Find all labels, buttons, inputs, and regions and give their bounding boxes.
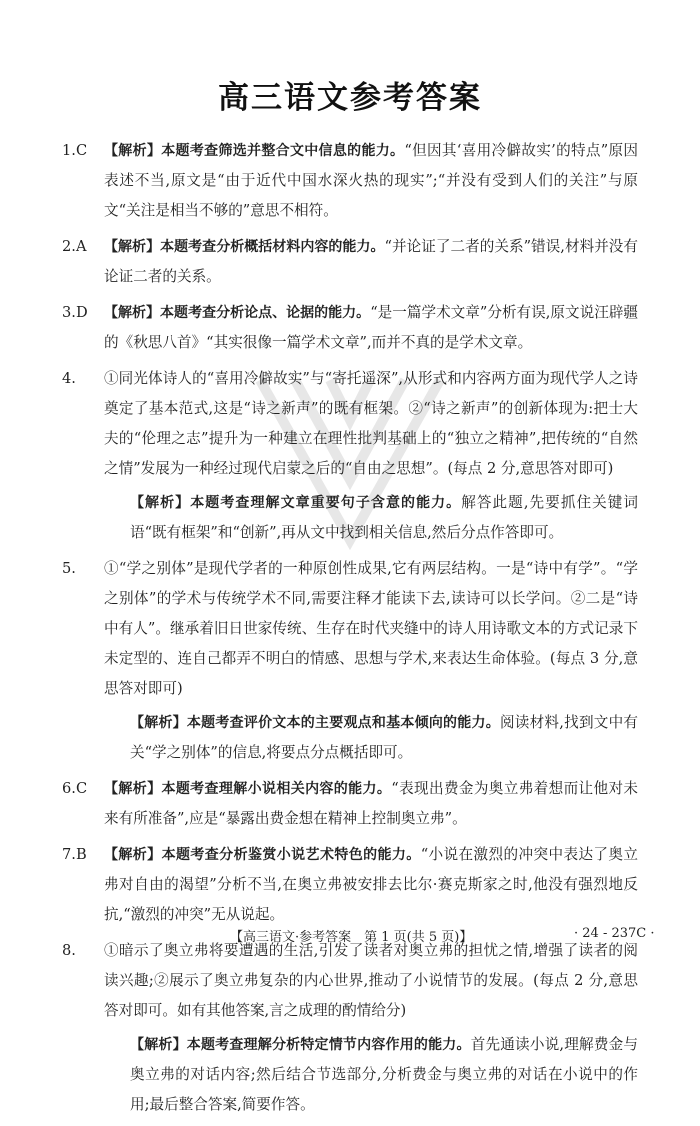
item-explanation	[104, 840, 638, 930]
item-explanation	[104, 298, 638, 358]
analysis-lead: 本题考查理解分析特定情节内容作用的能力。	[186, 1037, 471, 1053]
analysis-body: 阅读材料,找到文中有关“学之别体”的信息,将要点分点概括即可。	[130, 714, 639, 761]
page-title: 高三语文参考答案	[218, 80, 482, 116]
answer-item-4	[62, 364, 639, 548]
item-number: 7.B	[62, 846, 87, 863]
analysis-body: 首先通读小说,理解费金与奥立弗的对话内容;然后结合节选部分,分析费金与奥立弗的对话在小说中的作用;最后整合答案,简要作答。	[130, 1036, 639, 1113]
item-number: 4.	[62, 370, 76, 387]
answer-item-1	[62, 136, 639, 226]
analysis-tag: 【解析】	[130, 715, 187, 731]
item-explanation	[104, 232, 638, 292]
footer-doc-code: · 24 - 237C ·	[574, 926, 655, 941]
analysis-body: “小说在激烈的冲突中表达了奥立弗对自由的渴望”分析不当,在奥立弗被安排去比尔·赛克斯家之时,他没有强烈地反抗,“激烈的冲突”无从说起。	[104, 846, 639, 923]
analysis-body: 解答此题,先要抓住关键词语“既有框架”和“创新”,再从文中找到相关信息,然后分点作答即可。	[130, 494, 639, 541]
analysis-body: “是一篇学术文章”分析有误,原文说汪辟疆的《秋思八首》“其实很像一篇学术文章”,而并不真的是学术文章。	[104, 304, 639, 351]
analysis-body: “但因其‘喜用冷僻故实’的特点”原因表述不当,原文是“由于近代中国水深火热的现实”;“并没有受到人们的关注”与原文“关注是相当不够的”意思不相符。	[104, 142, 639, 219]
answer-item-7	[62, 840, 639, 930]
analysis-tag: 【解析】	[104, 305, 161, 321]
analysis-body: “并论证了二者的关系”错误,材料并没有论证二者的关系。	[104, 238, 639, 285]
answer-list	[62, 136, 639, 1126]
answer-item-5	[62, 554, 639, 768]
analysis-tag: 【解析】	[104, 847, 162, 863]
item-number: 2.A	[62, 238, 87, 255]
analysis-lead: 本题考查分析概括材料内容的能力。	[160, 239, 385, 255]
analysis-lead: 本题考查理解文章重要句子含意的能力。	[190, 495, 462, 511]
item-number: 3.D	[62, 304, 88, 321]
item-explanation	[104, 136, 638, 226]
item-number: 5.	[62, 560, 76, 577]
item-explanation	[104, 1030, 638, 1120]
analysis-lead: 本题考查筛选并整合文中信息的能力。	[161, 143, 405, 159]
answer-item-8	[62, 936, 639, 1120]
analysis-tag: 【解析】	[104, 781, 162, 797]
analysis-lead: 本题考查分析论点、论据的能力。	[160, 305, 371, 321]
analysis-body: “表现出费金为奥立弗着想而让他对未来有所准备”,应是“暴露出费金想在精神上控制奥立弗”。	[104, 780, 639, 827]
analysis-lead: 本题考查评价文本的主要观点和基本倾向的能力。	[186, 715, 500, 731]
analysis-tag: 【解析】	[130, 1037, 187, 1053]
answer-item-2	[62, 232, 639, 292]
item-number: 8.	[62, 942, 76, 959]
item-explanation	[104, 488, 638, 548]
footer-page-info: 【高三语文·参考答案 第 1 页(共 5 页)】	[230, 930, 473, 945]
item-explanation	[104, 774, 638, 834]
answer-item-6	[62, 774, 639, 834]
item-answer-text: ①“学之别体”是现代学者的一种原创性成果,它有两层结构。一是“诗中有学”。“学之别体”的学术与传统学术不同,需要注释才能读下去,读诗可以长学问。②二是“诗中有人”。继承着旧日世家传统、生存在时代夹缝中的诗人用诗歌文本的方式记录下未定型的、连自己都弄不明白的情感、思想与学术,来表达生命体验。(每点 3 分,意思答对即可)	[104, 560, 638, 697]
item-answer-text: ①同光体诗人的“喜用冷僻故实”与“寄托遥深”,从形式和内容两方面为现代学人之诗奠定了基本范式,这是“诗之新声”的既有框架。②“诗之新声”的创新体现为:把士大夫的“伦理之志”提升为一种建立在理性批判基础上的“独立之精神”,把传统的“自然之情”发展为一种经过现代启蒙之后的“自由之思想”。(每点 2 分,意思答对即可)	[104, 370, 638, 477]
item-explanation	[104, 708, 638, 768]
answer-item-3	[62, 298, 639, 358]
analysis-tag: 【解析】	[104, 143, 162, 159]
analysis-tag: 【解析】	[130, 495, 191, 511]
item-number: 1.C	[62, 142, 88, 159]
item-answer-text: ①暗示了奥立弗将要遭遇的生活,引发了读者对奥立弗的担忧之情,增强了读者的阅读兴趣;②展示了奥立弗复杂的内心世界,推动了小说情节的发展。(每点 2 分,意思答对即可。如有其他答案,言之成理的酌情给分)	[104, 942, 638, 1019]
item-number: 6.C	[62, 780, 88, 797]
analysis-lead: 本题考查分析鉴赏小说艺术特色的能力。	[161, 847, 421, 863]
analysis-lead: 本题考查理解小说相关内容的能力。	[161, 781, 392, 797]
analysis-tag: 【解析】	[104, 239, 161, 255]
